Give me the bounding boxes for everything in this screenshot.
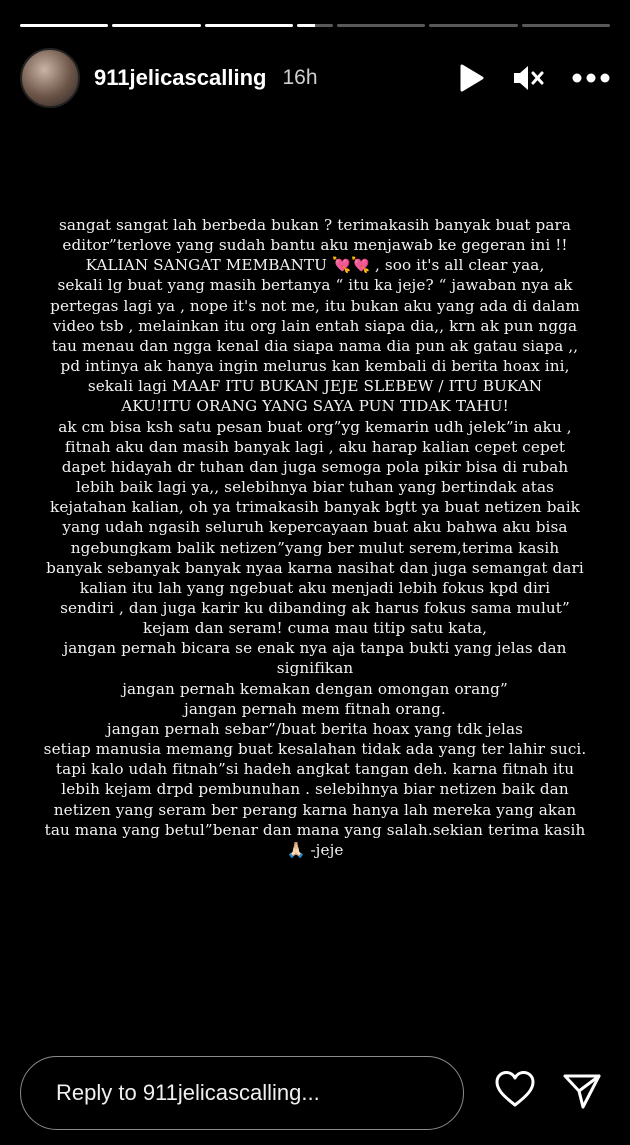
story-line: jangan pernah kemakan dengan omongan orang”	[122, 679, 508, 698]
story-line: jangan pernah mem fitnah orang.	[184, 699, 446, 718]
story-line: sendiri , dan juga karir ku dibanding ak harus fokus sama mulut”	[60, 598, 570, 617]
story-line: editor”terlove yang sudah bantu aku menjawab ke gegeran ini !!	[62, 236, 568, 255]
story-text	[20, 215, 610, 860]
progress-segment-current	[297, 24, 332, 27]
send-icon[interactable]	[562, 1072, 602, 1115]
story-line: banyak sebanyak banyak nyaa karna nasihat dan juga semangat dari	[46, 558, 584, 577]
progress-segment	[337, 24, 425, 27]
story-line: sekali lagi MAAF ITU BUKAN JEJE SLEBEW / ITU BUKAN	[87, 377, 543, 396]
reply-input[interactable]	[20, 1056, 464, 1130]
progress-segment	[112, 24, 200, 27]
story-line: tau menau dan ngga kenal dia siapa nama dia pun ak gatau siapa ,,	[51, 336, 579, 355]
story-line: sangat sangat lah berbeda bukan ? terimakasih banyak buat para	[58, 216, 571, 234]
username[interactable]: 911jelicascalling	[94, 65, 267, 90]
story-line: signifikan	[276, 659, 354, 678]
story-line: yang udah ngasih seluruh kepercayaan buat aku bahwa aku bisa	[62, 518, 568, 537]
progress-segment	[20, 24, 108, 27]
story-line: AKU!ITU ORANG YANG SAYA PUN TIDAK TAHU!	[121, 397, 509, 416]
story-line: jangan pernah bicara se enak nya aja tanpa bukti yang jelas dan	[63, 639, 567, 658]
story-line: tau mana yang betul”benar dan mana yang salah.sekian terima kasih	[44, 820, 586, 839]
story-line: ngebungkam balik netizen”yang ber mulut serem,terima kasih	[70, 538, 560, 557]
story-progress-bar	[20, 24, 610, 28]
post-time: 16h	[282, 66, 318, 89]
reply-placeholder: Reply to 911jelicascalling...	[56, 1080, 320, 1105]
progress-segment	[522, 24, 610, 27]
header-controls	[458, 64, 610, 92]
story-line: kejam dan seram! cuma mau titip satu kata,	[142, 619, 488, 638]
story-line: jangan pernah sebar”/buat berita hoax yang tdk jelas	[106, 719, 524, 738]
progress-segment	[205, 24, 293, 27]
story-line: netizen yang seram ber perang karna hanya lah mereka yang akan	[53, 800, 577, 819]
story-line: kalian itu lah yang ngebuat aku menjadi lebih fokus kpd diri	[79, 578, 551, 597]
story-line: sekali lg buat yang masih bertanya “ itu ka jeje? “ jawaban nya ak	[57, 276, 573, 295]
story-line: pd intinya ak hanya ingin melurus kan kembali di berita hoax ini,	[60, 357, 570, 376]
story-line: lebih baik lagi ya,, selebihnya biar tuhan yang bertindak atas	[75, 478, 555, 497]
progress-segment	[429, 24, 517, 27]
more-icon[interactable]	[572, 73, 610, 83]
story-line: ak cm bisa ksh satu pesan buat org”yg kemarin udh jelek”in aku ,	[58, 417, 572, 436]
story-line: fitnah aku dan masih banyak lagi , aku harap kalian cepet cepet	[64, 437, 566, 456]
story-line: tapi kalo udah fitnah”si hadeh angkat tangan deh. karna fitnah itu	[55, 760, 575, 779]
story-line: dapet hidayah dr tuhan dan juga semoga pola pikir bisa di rubah	[61, 457, 569, 476]
avatar[interactable]	[20, 48, 80, 108]
story-line: pertegas lagi ya , nope it's not me, itu bukan aku yang ada di dalam	[50, 296, 580, 315]
story-header	[20, 48, 610, 108]
story-line: KALIAN SANGAT MEMBANTU 💘💘 , soo it's all clear yaa,	[85, 256, 545, 275]
story-line: setiap manusia memang buat kesalahan tidak ada yang ter lahir suci.	[43, 740, 587, 759]
story-line: 🙏🏻 -jeje	[286, 840, 344, 859]
story-line: lebih kejam drpd pembunuhan . selebihnya biar netizen baik dan	[61, 780, 569, 799]
play-icon[interactable]	[458, 64, 484, 92]
story-line: video tsb , melainkan itu org lain entah siapa dia,, krn ak pun ngga	[52, 316, 578, 335]
story-line: kejatahan kalian, oh ya trimakasih banyak bgtt ya buat netizen baik	[50, 498, 580, 517]
heart-icon[interactable]	[494, 1070, 536, 1113]
mute-icon[interactable]	[512, 64, 544, 92]
